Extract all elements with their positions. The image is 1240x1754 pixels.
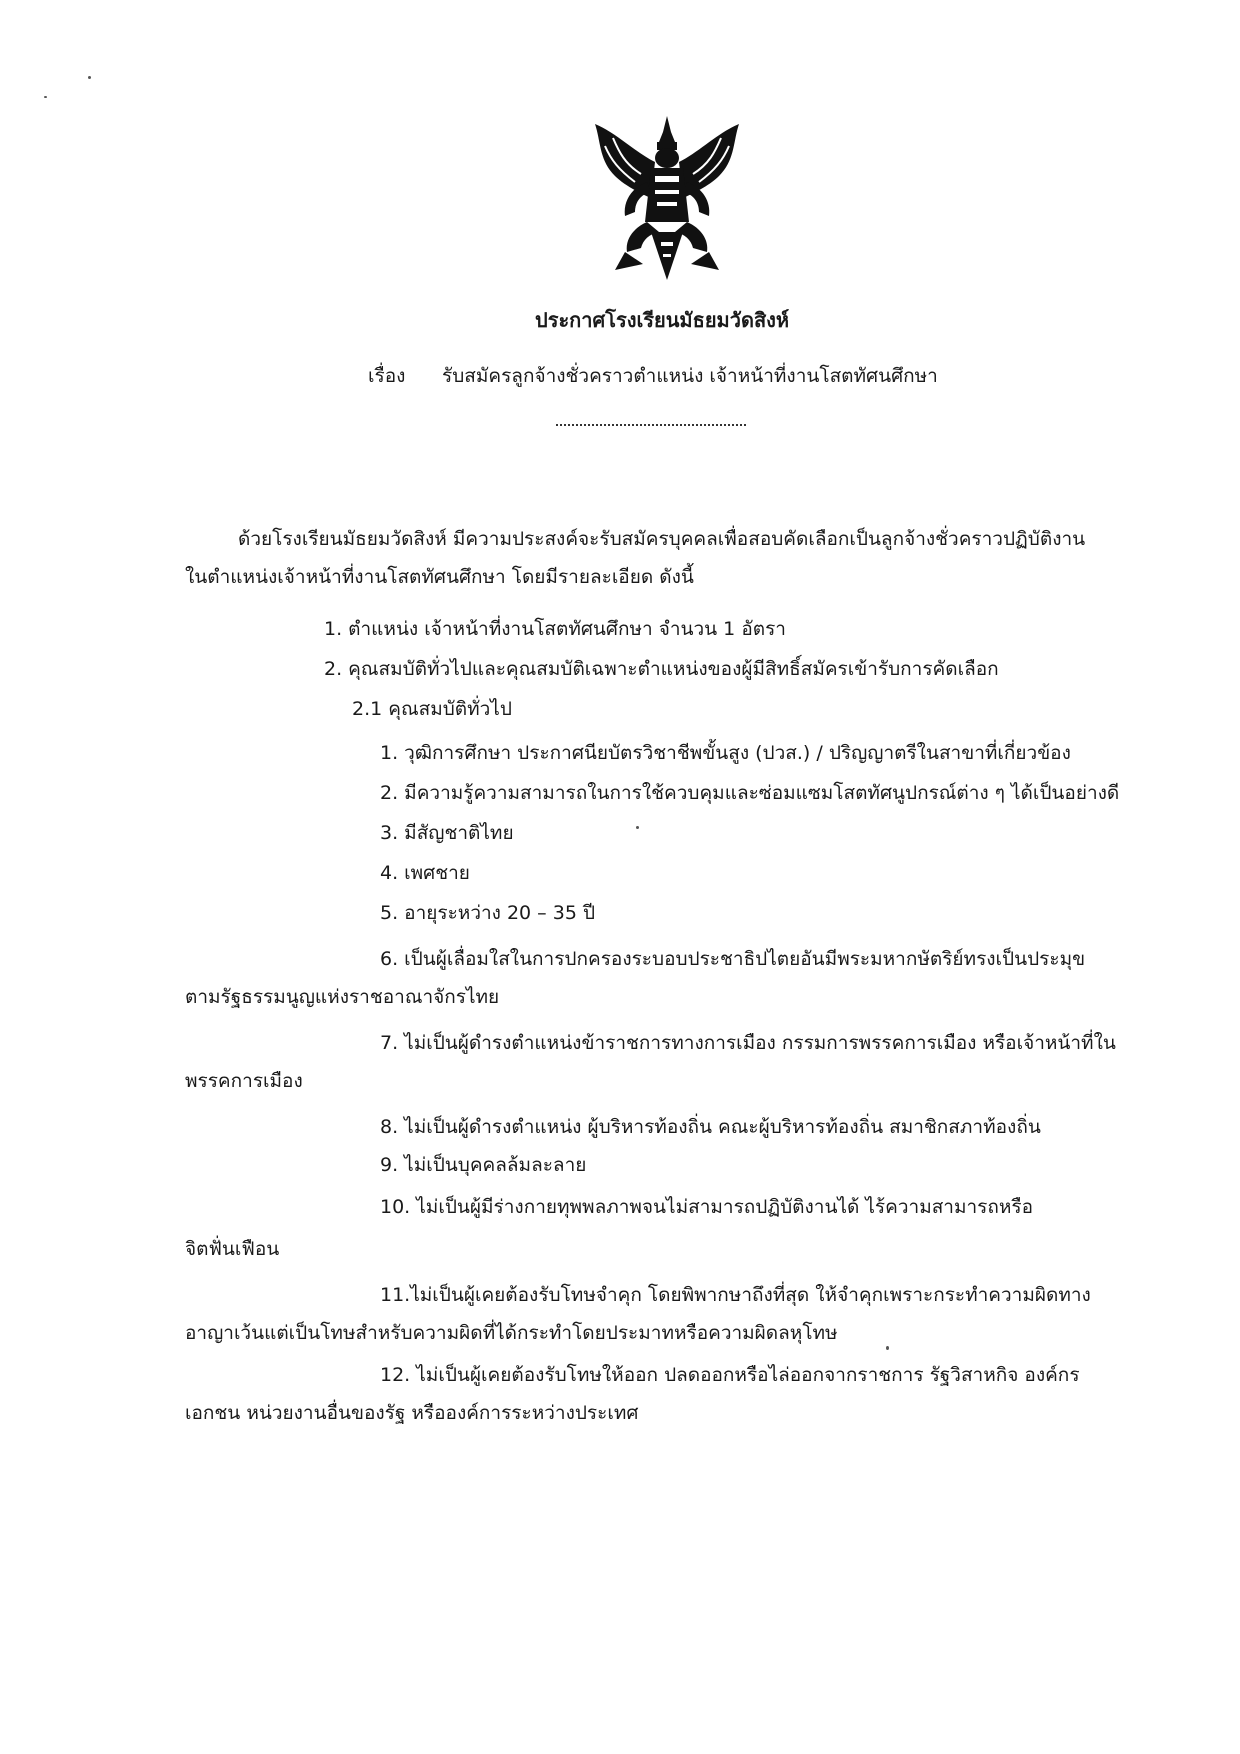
qualification-10-line-1: 10. ไม่เป็นผู้มีร่างกายทุพพลภาพจนไม่สามารถปฏิบัติงานได้ ไร้ความสามารถหรือ: [380, 1196, 1034, 1218]
qualification-6-line-1: 6. เป็นผู้เลื่อมใสในการปกครองระบอบประชาธิปไตยอันมีพระมหากษัตริย์ทรงเป็นประมุข: [380, 948, 1086, 970]
item-2: 2. คุณสมบัติทั่วไปและคุณสมบัติเฉพาะตำแหน่งของผู้มีสิทธิ์สมัครเข้ารับการคัดเลือก: [324, 658, 999, 680]
qualification-11-line-1: 11.ไม่เป็นผู้เคยต้องรับโทษจำคุก โดยพิพากษาถึงที่สุด ให้จำคุกเพราะกระทำความผิดทาง: [380, 1284, 1091, 1306]
qualification-10-line-2: จิตฟั่นเฟือน: [185, 1238, 280, 1260]
subject-text: รับสมัครลูกจ้างชั่วคราวตำแหน่ง เจ้าหน้าที่งานโสตทัศนศึกษา: [442, 365, 938, 387]
qualification-5: 5. อายุระหว่าง 20 – 35 ปี: [380, 902, 596, 924]
separator-dots: [556, 424, 746, 426]
qualification-12-line-2: เอกชน หน่วยงานอื่นของรัฐ หรือองค์การระหว่างประเทศ: [185, 1402, 639, 1424]
qualification-8: 8. ไม่เป็นผู้ดำรงตำแหน่ง ผู้บริหารท้องถิ่น คณะผู้บริหารท้องถิ่น สมาชิกสภาท้องถิ่น: [380, 1116, 1041, 1138]
scan-speck: [88, 76, 91, 79]
qualification-9: 9. ไม่เป็นบุคคลล้มละลาย: [380, 1154, 587, 1176]
page-title: ประกาศโรงเรียนมัธยมวัดสิงห์: [535, 308, 790, 332]
qualification-12-line-1: 12. ไม่เป็นผู้เคยต้องรับโทษให้ออก ปลดออกหรือไล่ออกจากราชการ รัฐวิสาหกิจ องค์กร: [380, 1364, 1080, 1386]
qualification-11-line-2: อาญาเว้นแต่เป็นโทษสำหรับความผิดที่ได้กระทำโดยประมาทหรือความผิดลหุโทษ: [185, 1322, 838, 1344]
item-1: 1. ตำแหน่ง เจ้าหน้าที่งานโสตทัศนศึกษา จำนวน 1 อัตรา: [324, 618, 786, 640]
qualification-2: 2. มีความรู้ความสามารถในการใช้ควบคุมและซ่อมแซมโสตทัศนูปกรณ์ต่าง ๆ ได้เป็นอย่างดี: [380, 782, 1120, 804]
qualification-7-line-1: 7. ไม่เป็นผู้ดำรงตำแหน่งข้าราชการทางการเมือง กรรมการพรรคการเมือง หรือเจ้าหน้าที่ใน: [380, 1032, 1116, 1054]
scan-speck: [886, 1346, 889, 1350]
qualification-3: 3. มีสัญชาติไทย: [380, 822, 514, 844]
qualification-6-line-2: ตามรัฐธรรมนูญแห่งราชอาณาจักรไทย: [185, 986, 500, 1008]
intro-line-1: ด้วยโรงเรียนมัธยมวัดสิงห์ มีความประสงค์จะรับสมัครบุคคลเพื่อสอบคัดเลือกเป็นลูกจ้างชั่วคราวปฏิบัติงาน: [238, 528, 1086, 550]
scan-speck: [44, 96, 47, 98]
garuda-emblem-icon: [585, 112, 750, 282]
intro-line-2: ในตำแหน่งเจ้าหน้าที่งานโสตทัศนศึกษา โดยมีรายละเอียด ดังนี้: [185, 566, 694, 588]
sub-item-2-1: 2.1 คุณสมบัติทั่วไป: [352, 698, 512, 720]
qualification-1: 1. วุฒิการศึกษา ประกาศนียบัตรวิชาชีพขั้นสูง (ปวส.) / ปริญญาตรีในสาขาที่เกี่ยวข้อง: [380, 742, 1071, 764]
subject-label: เรื่อง: [368, 365, 406, 387]
qualification-7-line-2: พรรคการเมือง: [185, 1070, 303, 1092]
scan-speck: [636, 826, 639, 829]
qualification-4: 4. เพศชาย: [380, 862, 470, 884]
